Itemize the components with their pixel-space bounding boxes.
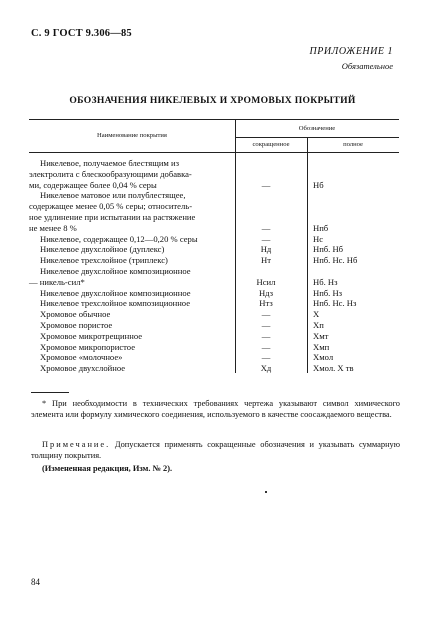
footnote-divider — [31, 392, 69, 393]
table-row — [29, 352, 399, 362]
table-row — [29, 190, 399, 200]
table-row — [29, 277, 399, 287]
row-short-designation: Нд — [260, 244, 272, 255]
row-short-designation: Хд — [260, 363, 272, 374]
table-row — [29, 309, 399, 319]
row-short-designation: — — [261, 352, 271, 363]
row-coating-name: электролита с блескообразующими добавка- — [29, 168, 192, 179]
page-number: 84 — [31, 577, 40, 587]
appendix-status: Обязательное — [341, 61, 393, 71]
row-coating-name: Хромовое микропористое — [40, 341, 136, 352]
row-coating-name: ми, содержащее более 0,04 % серы — [29, 179, 157, 190]
table-row — [29, 180, 399, 190]
row-short-designation: — — [261, 320, 271, 330]
row-full-designation: Хп — [313, 320, 324, 330]
table-row — [29, 288, 399, 298]
row-coating-name: не менее 8 % — [29, 222, 77, 233]
table-row — [29, 342, 399, 352]
row-short-designation: Нтз — [259, 298, 273, 309]
footnote: * При необходимости в технических требованиях чертежа указывают символ химического элемента или формулу химического соединения, используемого в качестве соосаждаемого вещества. — [31, 399, 400, 419]
designations-table — [29, 119, 399, 373]
row-short-designation: — — [261, 309, 271, 320]
row-coating-name: Хромовое обычное — [40, 309, 111, 320]
row-short-designation: — — [261, 222, 271, 233]
row-coating-name: содержащее менее 0,05 % серы; относитель- — [29, 201, 193, 212]
row-short-designation: Нсил — [256, 276, 276, 287]
row-coating-name: ное удлинение при испытании на растяжение — [29, 212, 196, 222]
row-coating-name: Никелевое трехслойное (триплекс) — [40, 255, 168, 266]
table-row — [29, 363, 399, 373]
column-header-name: Наименование покрытия — [97, 132, 167, 139]
table-row — [29, 320, 399, 330]
row-coating-name: Никелевое двухслойное композиционное — [40, 266, 191, 276]
document-header: С. 9 ГОСТ 9.306—85 — [31, 28, 132, 39]
note-text: Допускается применять сокращенные обозначения и указывать суммарную толщину покрытия. — [31, 440, 400, 460]
stray-mark — [265, 491, 267, 493]
column-header-short: сокращенное — [252, 141, 290, 148]
row-coating-name: Хромовое микротрещинное — [40, 330, 143, 341]
table-row — [29, 169, 399, 179]
row-coating-name: Никелевое двухслойное композиционное — [40, 287, 191, 298]
row-short-designation: Нт — [261, 255, 271, 266]
row-full-designation: Нб. Нз — [313, 276, 338, 287]
designation-sub-rule — [235, 137, 399, 138]
table-row — [29, 201, 399, 211]
section-title: ОБОЗНАЧЕНИЯ НИКЕЛЕВЫХ И ХРОМОВЫХ ПОКРЫТИЙ — [69, 95, 356, 106]
table-row — [29, 244, 399, 254]
row-coating-name: Никелевое, содержащее 0,12—0,20 % серы — [40, 233, 198, 244]
table-row — [29, 331, 399, 341]
table-row — [29, 266, 399, 276]
row-full-designation: Хмт — [313, 330, 329, 341]
table-row — [29, 234, 399, 244]
row-full-designation: Хмол — [313, 352, 334, 363]
column-header-full: полное — [343, 141, 363, 148]
row-full-designation: Нпб — [313, 222, 329, 233]
row-full-designation: Нпб. Нз — [313, 287, 343, 298]
table-row — [29, 255, 399, 265]
table-row — [29, 223, 399, 233]
table-row — [29, 212, 399, 222]
row-full-designation: Нс — [313, 233, 324, 244]
row-short-designation: — — [261, 341, 271, 352]
row-full-designation: Х — [313, 309, 320, 320]
row-full-designation: Нпб. Нс. Нб — [313, 255, 358, 266]
table-row — [29, 298, 399, 308]
row-full-designation: Нпб. Нс. Нз — [313, 298, 357, 309]
row-short-designation: — — [261, 330, 271, 341]
note-label: Примечание. — [42, 440, 111, 449]
row-coating-name: Никелевое трехслойное композиционное — [40, 298, 191, 309]
row-coating-name: Хромовое «молочное» — [40, 352, 123, 363]
column-header-designation: Обозначение — [298, 125, 336, 132]
row-full-designation: Нб — [313, 179, 324, 190]
row-short-designation: Ндз — [258, 287, 274, 298]
row-coating-name: — никель-сил* — [29, 276, 85, 287]
row-coating-name: Никелевое, получаемое блестящим из — [40, 158, 179, 168]
table-top-rule — [29, 119, 399, 120]
row-full-designation: Нпб. Нб — [313, 244, 344, 255]
table-header-rule — [29, 152, 399, 153]
row-full-designation: Хмол. Х тв — [313, 363, 354, 374]
row-full-designation: Хмп — [313, 341, 330, 352]
row-short-designation: — — [261, 233, 271, 244]
appendix-label: ПРИЛОЖЕНИЕ 1 — [309, 46, 393, 57]
row-short-designation: — — [261, 179, 271, 190]
revision-note: (Измененная редакция, Изм. № 2). — [42, 464, 173, 473]
row-coating-name: Хромовое пористое — [40, 320, 113, 330]
row-coating-name: Хромовое двухслойное — [40, 363, 126, 374]
row-coating-name: Никелевое двухслойное (дуплекс) — [40, 244, 165, 255]
table-row — [29, 158, 399, 168]
row-coating-name: Никелевое матовое или полублестящее, — [40, 190, 186, 201]
note — [31, 439, 400, 461]
